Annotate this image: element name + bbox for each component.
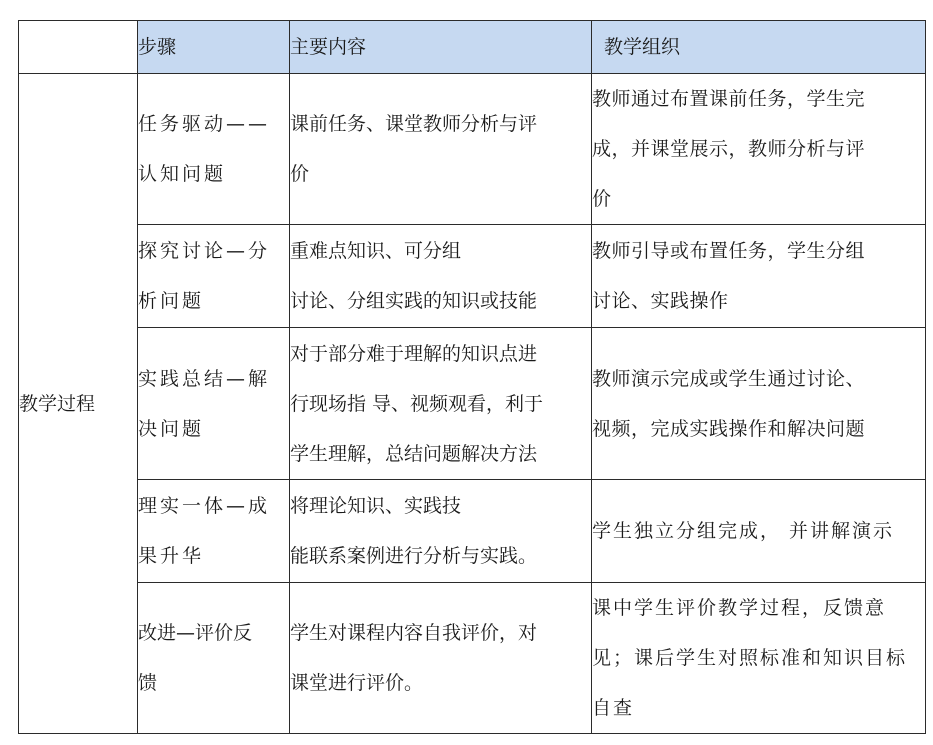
step-line: 改进—评价反 bbox=[138, 622, 253, 644]
content-cell bbox=[290, 328, 592, 480]
content-line: 重难点知识、可分组 bbox=[290, 240, 462, 262]
content-line: 学生对课程内容自我评价，对 bbox=[290, 622, 538, 644]
table-row bbox=[19, 583, 926, 734]
table-header-row bbox=[19, 21, 926, 74]
content-line: 学生理解，总结问题解决方法 bbox=[290, 442, 538, 465]
table-row bbox=[19, 480, 926, 583]
organization-line: 教师引导或布置任务，学生分组 bbox=[592, 240, 866, 262]
organization-line: 见；课后学生对照标准和知识目标 bbox=[592, 647, 908, 669]
content-line: 价 bbox=[290, 163, 310, 185]
content-cell bbox=[290, 74, 592, 225]
content-cell bbox=[290, 225, 592, 328]
organization-cell bbox=[592, 480, 926, 583]
content-line: 课前任务、课堂教师分析与评 bbox=[290, 113, 538, 135]
organization-cell bbox=[592, 328, 926, 480]
organization-line: 教师通过布置课前任务，学生完 bbox=[592, 88, 866, 110]
organization-cell bbox=[592, 74, 926, 225]
organization-line: 成，并课堂展示，教师分析与评 bbox=[592, 138, 866, 160]
content-line: 行现场指 导、视频观看，利于 bbox=[290, 392, 544, 415]
phase-cell: 教学过程 bbox=[19, 74, 138, 734]
content-cell bbox=[290, 480, 592, 583]
step-line: 析问题 bbox=[138, 290, 205, 312]
organization-line: 讨论、实践操作 bbox=[592, 290, 729, 312]
step-cell bbox=[138, 225, 290, 328]
step-cell bbox=[138, 583, 290, 734]
step-line: 任务驱动—— bbox=[138, 113, 271, 135]
teaching-process-table bbox=[18, 20, 926, 734]
step-cell bbox=[138, 74, 290, 225]
header-organization bbox=[592, 21, 926, 74]
organization-line: 视频，完成实践操作和解决问题 bbox=[592, 417, 866, 440]
organization-line: 价 bbox=[592, 188, 612, 210]
table-row bbox=[19, 74, 926, 225]
content-line: 对于部分难于理解的知识点进 bbox=[290, 342, 538, 365]
organization-cell bbox=[592, 225, 926, 328]
organization-cell bbox=[592, 583, 926, 734]
step-cell bbox=[138, 480, 290, 583]
step-line: 决问题 bbox=[138, 417, 205, 440]
content-line: 将理论知识、实践技 bbox=[290, 495, 462, 517]
content-cell bbox=[290, 583, 592, 734]
step-cell bbox=[138, 328, 290, 480]
step-line: 认知问题 bbox=[138, 163, 227, 185]
organization-line: 课中学生评价教学过程，反馈意 bbox=[592, 597, 887, 619]
header-step: 步骤 bbox=[138, 21, 290, 74]
organization-line: 学生独立分组完成， 并讲解演示 bbox=[592, 520, 895, 542]
table-row bbox=[19, 328, 926, 480]
step-line: 实践总结—解 bbox=[138, 367, 271, 390]
content-line: 课堂进行评价。 bbox=[290, 672, 424, 694]
step-line: 探究讨论—分 bbox=[138, 240, 271, 262]
header-blank-cell bbox=[19, 21, 138, 74]
header-content: 主要内容 bbox=[290, 21, 592, 74]
content-line: 讨论、分组实践的知识或技能 bbox=[290, 290, 538, 312]
header-organization-label: 教学组织 bbox=[604, 36, 681, 58]
organization-line: 教师演示完成或学生通过讨论、 bbox=[592, 367, 866, 390]
step-line: 果升华 bbox=[138, 545, 205, 567]
step-line: 馈 bbox=[138, 672, 158, 694]
step-line: 理实一体—成 bbox=[138, 495, 271, 517]
content-line: 能联系案例进行分析与实践。 bbox=[290, 545, 538, 567]
organization-line: 自查 bbox=[592, 697, 635, 719]
table-row bbox=[19, 225, 926, 328]
